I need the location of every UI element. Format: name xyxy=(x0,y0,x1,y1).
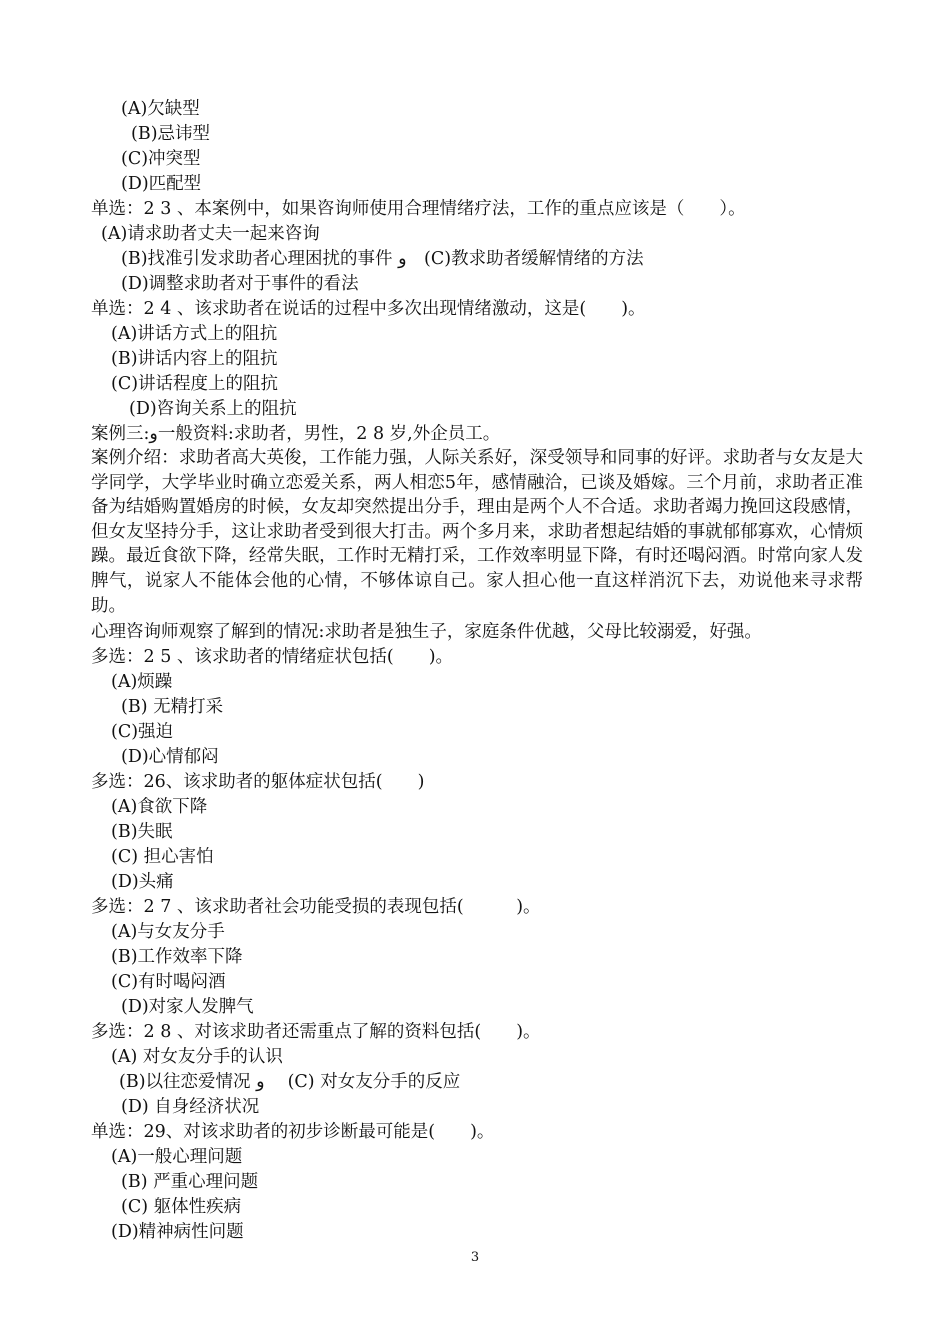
q28-option-d: (D) 自身经济状况 xyxy=(121,1097,260,1117)
q25-option-a: (A)烦躁 xyxy=(111,672,173,692)
option-c-type-conflict: (C)冲突型 xyxy=(121,149,201,169)
option-d-type-match: (D)匹配型 xyxy=(121,174,202,194)
q29-option-b: (B) 严重心理问题 xyxy=(121,1172,259,1192)
q25-option-b: (B) 无精打采 xyxy=(121,697,224,717)
case-three-general-info: 案例三:و一般资料:求助者，男性，2 8 岁,外企员工。 xyxy=(91,424,501,444)
q27-option-a: (A)与女友分手 xyxy=(111,922,225,942)
q28-option-a: (A) 对女友分手的认识 xyxy=(111,1047,283,1067)
question-28: 多选：2 8 、对该求助者还需重点了解的资料包括( )。 xyxy=(91,1022,541,1042)
counselor-observation: 心理咨询师观察了解到的情况:求助者是独生子，家庭条件优越，父母比较溺爱，好强。 xyxy=(91,622,762,642)
q27-option-b: (B)工作效率下降 xyxy=(111,947,243,967)
q24-option-d: (D)咨询关系上的阻抗 xyxy=(129,399,297,419)
q24-option-a: (A)讲话方式上的阻抗 xyxy=(111,324,278,344)
q23-option-b-c: (B)找准引发求助者心理困扰的事件 و (C)教求助者缓解情绪的方法 xyxy=(121,249,644,269)
question-24: 单选：2 4 、该求助者在说话的过程中多次出现情绪激动，这是( )。 xyxy=(91,299,646,319)
q29-option-d: (D)精神病性问题 xyxy=(111,1222,244,1242)
q25-option-d: (D)心情郁闷 xyxy=(121,747,219,767)
q26-option-c: (C) 担心害怕 xyxy=(111,847,214,867)
q23-option-a: (A)请求助者丈夫一起来咨询 xyxy=(101,224,320,244)
option-a-type-deficit: (A)欠缺型 xyxy=(121,99,200,119)
q29-option-a: (A)一般心理问题 xyxy=(111,1147,243,1167)
q26-option-b: (B)失眠 xyxy=(111,822,173,842)
page-number: 3 xyxy=(470,1250,480,1265)
q26-option-d: (D)头痛 xyxy=(111,872,174,892)
q27-option-c: (C)有时喝闷酒 xyxy=(111,972,226,992)
question-23: 单选：2 3 、本案例中，如果咨询师使用合理情绪疗法，工作的重点应该是（ ）。 xyxy=(91,199,746,219)
q26-option-a: (A)食欲下降 xyxy=(111,797,208,817)
q25-option-c: (C)强迫 xyxy=(111,722,174,742)
q28-option-b-c: (B)以往恋爱情况 و (C) 对女友分手的反应 xyxy=(119,1072,461,1092)
question-29: 单选：29、对该求助者的初步诊断最可能是( )。 xyxy=(91,1122,495,1142)
q23-option-d: (D)调整求助者对于事件的看法 xyxy=(121,274,359,294)
q27-option-d: (D)对家人发脾气 xyxy=(121,997,254,1017)
q29-option-c: (C) 躯体性疾病 xyxy=(121,1197,242,1217)
question-25: 多选：2 5 、该求助者的情绪症状包括( )。 xyxy=(91,647,454,667)
q24-option-c: (C)讲话程度上的阻抗 xyxy=(111,374,279,394)
case-three-introduction: 案例介绍：求助者高大英俊，工作能力强，人际关系好，深受领导和同事的好评。求助者与女友是大学同学，大学毕业时确立恋爱关系，两人相恋5年，感情融洽，已谈及婚嫁。三个月前，求助者正准备为结婚购置婚房的时候，女友却突然提出分手，理由是两个人不合适。求助者竭力挽回这段感情，但女友坚持分手，这让求助者受到很大打击。两个多月来，求助者想起结婚的事就郁郁寡欢，心情烦躁。最近食欲下降，经常失眠，工作时无精打采，工作效率明显下降，有时还喝闷酒。时常向家人发脾气，说家人不能体会他的心情，不够体谅自己。家人担心他一直这样消沉下去，劝说他来寻求帮助。 xyxy=(91,448,863,616)
question-26: 多选：26、该求助者的躯体症状包括( ) xyxy=(91,772,425,792)
q24-option-b: (B)讲话内容上的阻抗 xyxy=(111,349,278,369)
question-27: 多选：2 7 、该求助者社会功能受损的表现包括( )。 xyxy=(91,897,541,917)
option-b-type-taboo: (B)忌讳型 xyxy=(131,124,211,144)
